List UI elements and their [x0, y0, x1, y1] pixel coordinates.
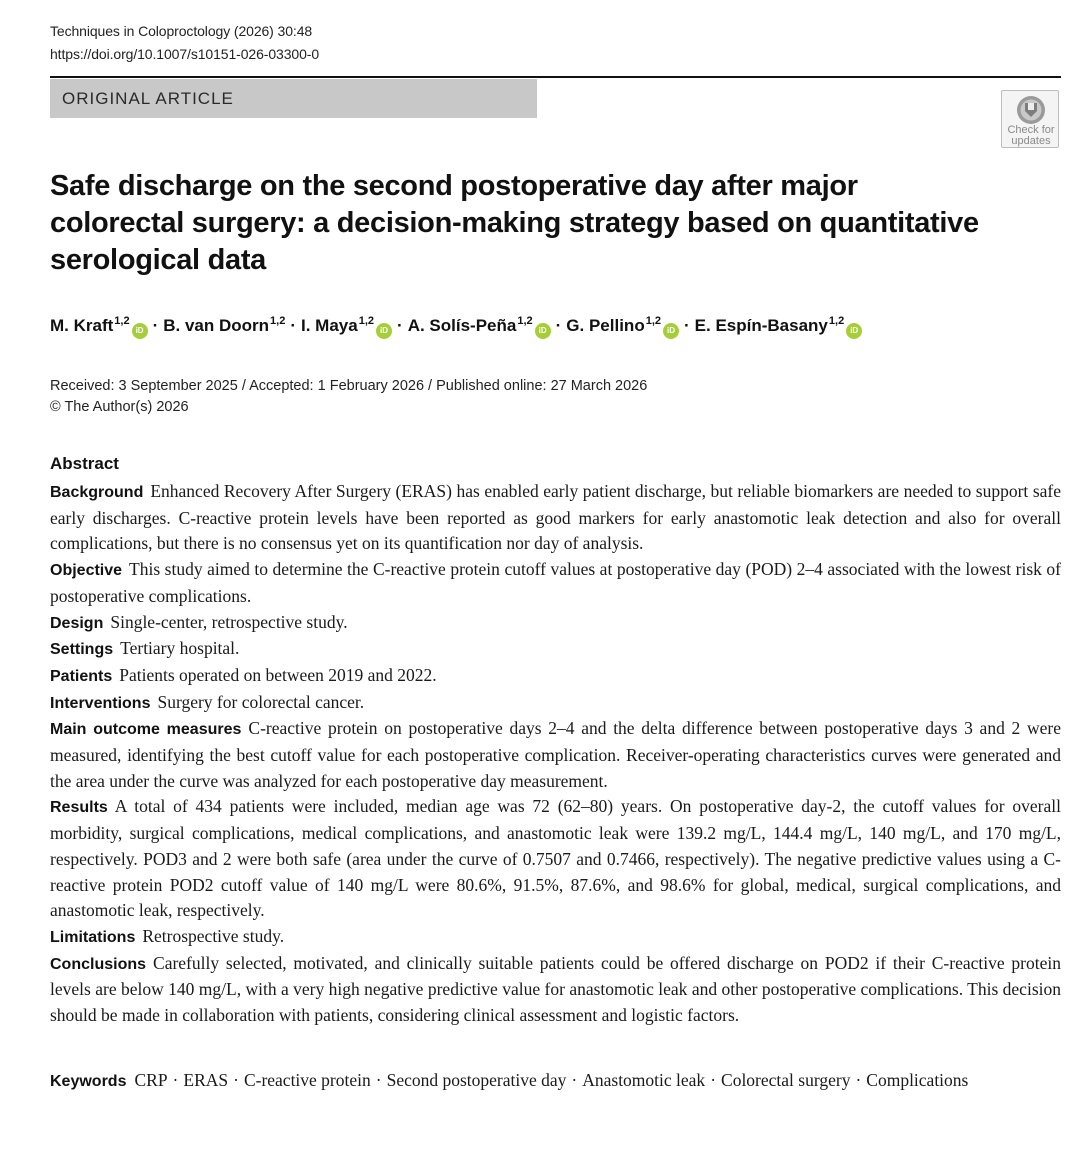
orcid-icon[interactable]: iD — [132, 323, 148, 339]
keyword-separator: · — [571, 1070, 578, 1090]
keyword[interactable]: Anastomotic leak — [582, 1070, 706, 1090]
author-name: I. Maya — [301, 316, 358, 335]
section-label: Results — [50, 799, 108, 817]
author-separator: · — [152, 316, 159, 335]
journal-citation: Techniques in Coloproctology (2026) 30:48 — [50, 23, 313, 39]
section-text: C-reactive protein on postoperative days 2–4 and the delta difference between postoperative days 3 and 2 were measured, identifying the best cutoff value for each postoperative complication. Receiver-operating characteristics curves were generated and the area under the curve was analyzed for each postoperative day measurement. — [50, 718, 1061, 791]
section-text: Carefully selected, motivated, and clinically suitable patients could be offered discharge on POD2 if their C-reactive protein levels are below 140 mg/L, with a very high negative predictive value for anastomotic leak and other postoperative complications. This decision should be made in collaboration with patients, considering clinical assessment and logistic factors. — [50, 952, 1061, 1026]
author[interactable] — [163, 316, 285, 335]
author-affiliation: 1,2 — [828, 315, 845, 327]
author[interactable] — [695, 316, 863, 335]
header-rule — [50, 76, 1061, 78]
abstract-section-conclusions — [50, 951, 1061, 1029]
section-label: Background — [50, 484, 144, 501]
author-affiliation: 1,2 — [270, 315, 286, 327]
abstract-body — [50, 479, 1061, 1029]
keyword[interactable]: ERAS — [183, 1070, 229, 1090]
orcid-icon[interactable]: iD — [663, 323, 679, 339]
copyright-notice: © The Author(s) 2026 — [50, 399, 189, 415]
author-affiliation: 1,2 — [114, 315, 130, 327]
author-affiliation: 1,2 — [645, 315, 661, 327]
abstract-section-objective — [50, 557, 1061, 609]
section-text: Single-center, retrospective study. — [110, 611, 348, 632]
keyword[interactable]: Colorectal surgery — [721, 1070, 851, 1090]
author-separator: · — [397, 316, 403, 335]
abstract-section-settings — [50, 636, 1061, 663]
abstract-heading: Abstract — [50, 454, 119, 473]
section-label: Patients — [50, 667, 113, 685]
author-name: B. van Doorn — [163, 316, 270, 335]
section-label: Design — [50, 614, 104, 632]
keyword[interactable]: Complications — [866, 1070, 969, 1090]
section-text: Tertiary hospital. — [120, 638, 240, 659]
check-for-updates-button[interactable] — [1001, 90, 1059, 148]
author-name: A. Solís-Peña — [407, 316, 517, 335]
abstract-section-interventions — [50, 690, 1061, 717]
keyword-separator: · — [710, 1070, 717, 1090]
publication-history — [50, 376, 647, 418]
author-separator: · — [290, 316, 297, 335]
section-label: Interventions — [50, 694, 151, 712]
keyword[interactable]: CRP — [134, 1070, 168, 1090]
section-text: Surgery for colorectal cancer. — [157, 691, 365, 712]
article-dates: Received: 3 September 2025 / Accepted: 1 February 2026 / Published online: 27 March 2026 — [50, 378, 648, 394]
author-separator: · — [684, 316, 690, 335]
section-label: Settings — [50, 641, 114, 659]
author[interactable] — [408, 316, 551, 335]
author-affiliation: 1,2 — [517, 315, 533, 327]
author[interactable] — [566, 316, 679, 335]
section-label: Objective — [50, 562, 123, 580]
orcid-icon[interactable]: iD — [535, 323, 551, 339]
keywords-label: Keywords — [50, 1073, 127, 1090]
keyword-separator: · — [172, 1070, 179, 1090]
keyword[interactable]: Second postoperative day — [386, 1070, 567, 1090]
abstract-section-results — [50, 794, 1061, 924]
abstract-section-background — [50, 479, 1061, 557]
abstract-section-main-outcome-measures — [50, 716, 1061, 794]
doi-link[interactable]: https://doi.org/10.1007/s10151-026-03300-0 — [50, 46, 320, 62]
orcid-icon[interactable]: iD — [846, 323, 862, 339]
section-label: Limitations — [50, 928, 136, 946]
section-label: Conclusions — [50, 955, 147, 973]
article-type-label: ORIGINAL ARTICLE — [62, 89, 234, 108]
author[interactable] — [50, 316, 148, 335]
abstract-section-limitations — [50, 924, 1061, 951]
author-list — [50, 313, 1061, 339]
author-name: M. Kraft — [50, 316, 114, 335]
check-updates-line1: Check for — [1007, 124, 1055, 136]
section-text: Enhanced Recovery After Surgery (ERAS) has enabled early patient discharge, but reliable biomarkers are needed to support safe early discharges. C-reactive protein levels have been reported as good markers for early anastomotic leak detection and also for overall complications, but there is no consensus yet on its quantification nor day of analysis. — [50, 481, 1061, 554]
keywords — [50, 1068, 1061, 1095]
section-text: A total of 434 patients were included, median age was 72 (62–80) years. On postoperative day-2, the cutoff values for overall morbidity, surgical complications, medical complications, and anastomotic leak were 139.2 mg/L, 144.4 mg/L, 140 mg/L, and 170 mg/L, respectively. POD3 and 2 were both safe (area under the curve of 0.7507 and 0.7466, respectively). The negative predictive values using a C-reactive protein POD2 cutoff value of 140 mg/L were 80.6%, 91.5%, 87.6%, and 98.6% for global, medical, surgical complications, and anastomotic leak, respectively. — [50, 796, 1061, 921]
author[interactable] — [301, 316, 392, 335]
check-updates-line2: updates — [1011, 135, 1051, 147]
section-text: This study aimed to determine the C-reactive protein cutoff values at postoperative day (POD) 2–4 associated with the lowest risk of postoperative complications. — [50, 559, 1061, 606]
abstract-section-design — [50, 610, 1061, 637]
section-label: Main outcome measures — [50, 721, 242, 739]
author-name: E. Espín-Basany — [694, 316, 828, 335]
author-affiliation: 1,2 — [358, 315, 375, 327]
article-type-banner — [50, 79, 537, 118]
orcid-icon[interactable]: iD — [376, 323, 392, 339]
author-name: G. Pellino — [566, 316, 645, 335]
keyword-separator: · — [375, 1070, 382, 1090]
article-title: Safe discharge on the second postoperative day after major colorectal surgery: a decision-making strategy based on quantitative serological data — [50, 170, 979, 276]
keyword[interactable]: C-reactive protein — [243, 1070, 371, 1090]
keyword-separator: · — [855, 1070, 862, 1090]
keyword-separator: · — [233, 1070, 239, 1090]
section-text: Retrospective study. — [142, 925, 285, 946]
section-text: Patients operated on between 2019 and 2022. — [119, 664, 437, 685]
check-updates-icon — [1015, 94, 1047, 126]
abstract-section-patients — [50, 663, 1061, 690]
author-separator: · — [555, 316, 562, 335]
